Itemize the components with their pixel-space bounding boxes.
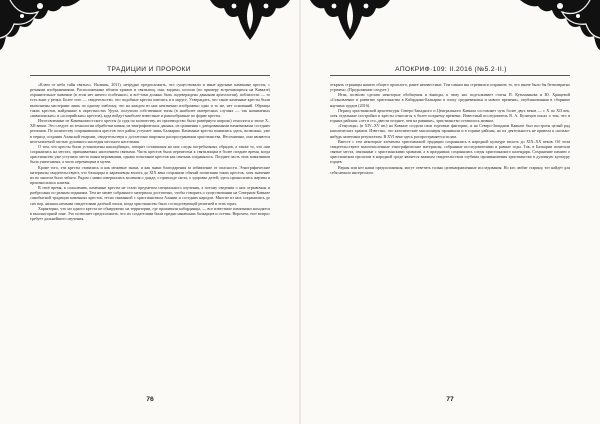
left-center-ornament-icon	[210, 0, 290, 60]
right-center-ornament-icon	[310, 0, 390, 60]
body-text	[30, 82, 270, 221]
paragraph: Период христианской архитектуры Северо-Западного и Центрального Кавказа составляет чуть более двух веков — с X по XII век, хотя отдельные постройки и кресты относятся к более позднему времени. Известный исследователь В. А. Кузнецов писал о том, что в горных районах «лет в сто–двести позднее, чем на равнине», христианство оставалось живым.	[330, 107, 570, 124]
paragraph: О том, что кресты были установлены накладбищах, говорит оставшаяся на них следы погребальных обрядов, а также то, что они сохранились на местах, признаваемых населением святыми. Часть крестов была перенесена к святилищам в более позднее время, когда христианство уже уступило место иным верованиям, однако почитание крестов как святынь сохранялось. Позднее часть этих памятников была уничтожена, а часть перемещена в музеи.	[30, 143, 270, 165]
right-corner-ornament-icon	[520, 0, 600, 60]
page-number: 76	[146, 396, 154, 403]
paragraph: Итак, позволю сделать некоторые обобщения и выводы, к чему нас подталкивает статья П. Кузьминкова и Ю. Хрящевой «Становление и развитие христианства в Кабардино-Балкарии в эпоху средневековья и нового времени», опубликованная в сборнике научных трудов (2016).	[330, 92, 570, 108]
right-page	[300, 0, 600, 424]
running-header: АПОКРИФ·109: II.2016 (№5.2·II.)	[395, 66, 507, 73]
paragraph: Изготовленные из Каменномостского кресты (а судя по количеству, их производство было развёрнуто широко) относятся к эпохе Х–ХII веков. Это следует из технологии обработки камня, из эпиграфических данных, из сравнения с датированными памятниками соседних регионов. По количеству сохранившихся крестов этот район уступает лишь Балкарии. Каменные кресты появились здесь, возможно, уже в период создания Аланской епархии, свидетельствуя о достаточно широком распространении христианства. Несомненно, они являются неотъемлемой частью духовного наследия местного населения.	[30, 118, 270, 144]
paragraph: открыть страницы нашего общего прошлого, ранее неизвестные. Тем самым мы стремимся сохранить то, что иначе было бы безвозвратно утрачено. (Продолжение следует.)	[330, 82, 570, 93]
paragraph: «Ключ от неба тайн святых». Нальчик, 2011), нетрудно предположить, что существовали и иные крупные каменные кресты, с резными изображениями. Расположенные вблизи храмов и святилищ, они, видимо, носили (по примеру встречающихся на Кавказе) охранительное значение (в этом нет ничего особенного, и всё-таки должно быть подтверждено данными археологии), поблизости — то есть вниз у речки. Более того — свидетельство, что подобные кресты имелись и в округе. Утверждать, что такие каменные кресты были выполнены мастерами лишь по одному шаблону, что на каждом из них неизменно изображено одно и то же, нет оснований. Образцы таких крестов, найденные в окрестностях Уруха, получили собственные типы (в наиболее интересных случаях — так называемых «вавилонских» и «ассирийских» крестов), куда войдут наиболее известные и разнообразные по форме кресты.	[30, 82, 270, 118]
body-text	[330, 82, 570, 175]
left-corner-ornament-icon	[0, 0, 80, 60]
header-rule	[330, 75, 570, 76]
header-rule	[30, 75, 270, 76]
page-number: 77	[446, 396, 454, 403]
paragraph: В своё время, к сожалению, каменные кресты не стали предметом специального изучения, а потому сведения о них отрывочны и разбросаны по разным изданиям. Тем не менее собранного материала достаточно, чтобы говорить о существовании на Северном Кавказе самобытной традиции каменных крестов, тесно связанной с христианством Алании и соседних народов. Многие из них сохранились до сих пор, являясь немыми свидетелями далёкой эпохи, когда христианство было господствующей религией в этих горах.	[30, 185, 270, 206]
paragraph: Кроме того, эти кресты ставились и как межевые знаки, и как знаки благодарения за избавление от опасности. Этнографические материалы свидетельствуют, что балкарцы и карачаевцы вплоть до XIX века сохраняли обычай почитания таких крестов, хотя значение их во многом было забыто. Рядом с ними совершались моления о дожде, о приплоде скота, о здоровье детей; здесь приносились жертвы и произносились клятвы.	[30, 164, 270, 185]
paragraph: Характерно, что ни одного креста не обнаружено на территории, где проживали кабардинцы, — все известные памятники находятся в высокогорной зоне. Это позволяет предположить, что их создателями были предки нынешних балкарцев и осетин. Впрочем, этот вопрос требует дальнейшего изучения.	[30, 205, 270, 222]
paragraph: Вместе с тем некоторые элементы христианской традиции сохранялись в народной культуре вплоть до XIX–XX веков. Об этом свидетельствуют многочисленные этнографические материалы, собранные исследователями в разные годы. Так, в Балкарии почитали святые места, связанные с христианскими храмами, а в праздниках сохранялись следы христианского календаря. Сохранение памяти о христианском прошлом в народной среде является важным свидетельством глубины проникновения христианства в духовную культуру горцев.	[330, 138, 570, 165]
paragraph: «Генуэзцы» (в XIV–XV вв.) на Кавказе создали свои торговые фактории, и на Северо-Западном Кавказе был построен целый ряд католических храмов. Известно, что католические миссионеры проникали и в горные районы, но их деятельность не привела к сколько-нибудь заметным результатам. В XVI веке здесь распространяется ислам.	[330, 123, 570, 139]
paragraph: Верны или нет наши предположения, могут ответить только целенаправленные исследования. Но кто любит старину, тот найдёт для себя немало интересного.	[330, 164, 570, 175]
running-header: ТРАДИЦИИ И ПРОРОКИ	[107, 66, 191, 73]
